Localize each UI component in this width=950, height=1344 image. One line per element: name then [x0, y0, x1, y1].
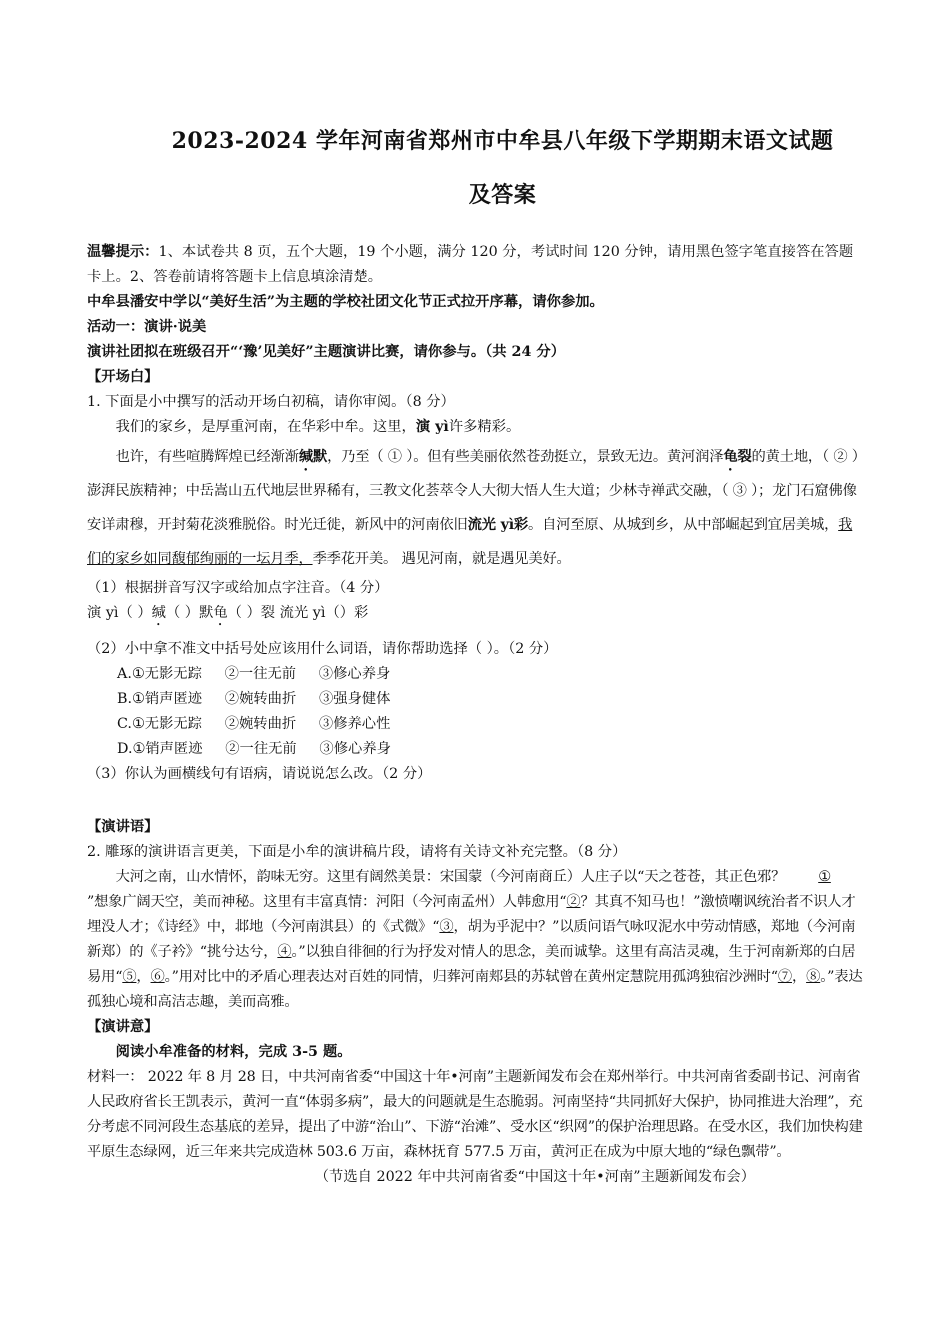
passage-text: 默	[312, 449, 328, 465]
pinyin-word: 演 yì	[415, 419, 449, 435]
option-d: D.①销声匿迹 ②一往无前 ③修心养身	[117, 741, 391, 757]
tip-paragraph	[87, 240, 865, 290]
passage-text: 。”用对比中的矛盾心理表达对百姓的同情，归葬河南郏县的苏轼曾在黄州定慧院用孤鸿独宿沙洲时“	[164, 969, 778, 985]
passage-text: 裂	[737, 449, 752, 465]
subquestion-2: （2）小中拿不准文中括号处应该用什么词语，请你帮助选择（ ）。（2 分）	[87, 641, 558, 657]
passage-paragraph-1	[87, 415, 865, 440]
passage-text: 。”表达孤独心境和高洁志趣，美而高雅。	[87, 969, 863, 1010]
passage-text: ”想象广阔天空，美而神秘。这里有丰富真情：河阳（今河南孟州）人韩愈用“	[87, 894, 567, 910]
question-2: 2. 雕琢的演讲语言更美，下面是小牟的演讲稿片段，请将有关诗文补充完整。（8 分）	[87, 844, 627, 860]
page-title-line2: 及答案	[468, 182, 537, 208]
blank-4: ④	[277, 944, 292, 960]
blank-1: ①	[818, 869, 831, 885]
material-1: 材料一： 2022 年 8 月 28 日，中共河南省委“中国这十年•河南”主题新闻发布会在郑州举行。中共河南省委副书记、河南省人民政府省长王凯表示，黄河一直“体弱多病”，最大的问题就是生态脆弱。河南坚持“共同抓好大保护，协同推进大治理”，充分考虑不同河段生态基底的差异，提出了中游“治山”、下游“治滩”、受水区“织网”的保护治理思路。在受水区，我们加快构建平原生态绿网，近三年来共完成造林 503.6 万亩，森林抚育 577.5 万亩，黄河正在成为中原大地的“绿色飘带”。	[87, 1069, 863, 1160]
question-1: 1. 下面是小中撰写的活动开场白初稿，请你审阅。（8 分）	[87, 394, 455, 410]
passage-text: ，	[136, 969, 151, 985]
passage-text: ，乃至（ ① ）。但有些美丽依然苍劲挺立，景致无边。黄河润泽	[327, 449, 724, 465]
passage-text: 。”以独自徘徊的行为抒发对情人的思念，美而诚挚。这里有高洁灵魂，生于河南新郑的白居易用“	[87, 944, 856, 985]
activity1-desc: 演讲社团拟在班级召开“‘豫’见美好”主题演讲比赛，请你参与。（共 24 分）	[87, 344, 566, 360]
blank-5: ⑤	[122, 969, 137, 985]
option-a: A.①无影无踪 ②一往无前 ③修心养身	[117, 666, 391, 682]
fill-blank: （ ）裂 流光 yì（）彩	[227, 605, 369, 621]
passage-text: ？其真不知马也！”激愤嘲讽统治者不识人才埋没人才；《诗经》中，邶地（今河南淇县）的《式微》“	[87, 894, 856, 935]
page-title: 2023-2024 学年河南省郑州市中牟县八年级下学期期末语文试题	[171, 128, 834, 154]
dotted-char: 缄	[298, 449, 313, 465]
passage-text: 大河之南，山水情怀，韵味无穷。这里有阔然美景：宋国蒙（今河南商丘）人庄子以“天之苍苍，其正色邪？	[115, 869, 790, 885]
intro-text: 中牟县潘安中学以“美好生活”为主题的学校社团文化节正式拉开序幕，请你参加。	[87, 294, 604, 310]
passage-text: 。自河至原、从城到乡，从中部崛起到宜居美城，	[528, 517, 839, 533]
reading-instruction: 阅读小牟准备的材料，完成 3-5 题。	[115, 1044, 352, 1060]
passage-text: 季季花开美。 遇见河南，就是遇见美好。	[312, 551, 571, 567]
section-heading-opening: 【开场白】	[87, 369, 159, 385]
dotted-char: 缄	[151, 605, 166, 621]
blank-3: ③	[439, 919, 454, 935]
passage-text: ，胡为乎泥中？”以质问语气咏叹泥水中劳动情感，郑地（今河南新郑）的《子衿》“挑兮达兮，	[87, 919, 856, 960]
subquestion-1: （1）根据拼音写汉字或给加点字注音。（4 分）	[87, 580, 389, 596]
blank-2: ②	[566, 894, 581, 910]
speech-paragraph	[87, 865, 865, 1015]
underlined-sentence: 我们的家乡如同馥郁绚丽的一坛月季，	[87, 517, 853, 567]
subquestion-3: （3）你认为画横线句有语病，请说说怎么改。（2 分）	[87, 766, 432, 782]
document-body	[87, 240, 865, 1190]
option-c: C.①无影无踪 ②婉转曲折 ③修养心性	[117, 716, 391, 732]
blank-8: ⑧	[806, 969, 821, 985]
tip-label: 温馨提示：	[87, 244, 159, 260]
subquestion-1-fill	[87, 601, 865, 629]
blank-7: ⑦	[777, 969, 792, 985]
passage-paragraph-2	[87, 440, 865, 576]
dotted-char: 龟	[213, 605, 228, 621]
passage-text: 的黄土地，（ ② ）澎湃民族精神；中岳嵩山五代地层世界稀有，三教文化荟萃令人大彻大悟人生大道；少林寺禅武交融，（ ③ ）；龙门石窟佛像安详肃穆，开封菊花淡雅脱俗。时光迁徙，新风中的河南依旧	[87, 449, 859, 533]
section-heading-speech: 【演讲语】	[87, 819, 159, 835]
fill-blank: 演 yì（ ）	[87, 605, 152, 621]
tip-text: 1、本试卷共 8 页，五个大题，19 个小题，满分 120 分，考试时间 120 分钟，请用黑色签字笔直接答在答题卡上。2、答卷前请将答题卡上信息填涂清楚。	[87, 244, 854, 285]
option-b: B.①销声匿迹 ②婉转曲折 ③强身健体	[117, 691, 391, 707]
passage-text: 许多精彩。	[448, 419, 521, 435]
activity1-heading: 活动一：演讲·说美	[87, 319, 207, 335]
fill-blank: （ ）默	[165, 605, 214, 621]
passage-text: 也许，有些喧腾辉煌已经渐渐	[115, 449, 299, 465]
material-source: （节选自 2022 年中共河南省委“中国这十年•河南”主题新闻发布会）	[314, 1169, 755, 1185]
passage-text: 我们的家乡，是厚重河南，在华彩中牟。这里，	[115, 419, 416, 435]
section-heading-meaning: 【演讲意】	[87, 1019, 159, 1035]
blank-6: ⑥	[150, 969, 165, 985]
pinyin-word: 流光 yì彩	[467, 517, 529, 533]
dotted-char: 龟	[723, 449, 738, 465]
passage-text: ，	[791, 969, 807, 985]
